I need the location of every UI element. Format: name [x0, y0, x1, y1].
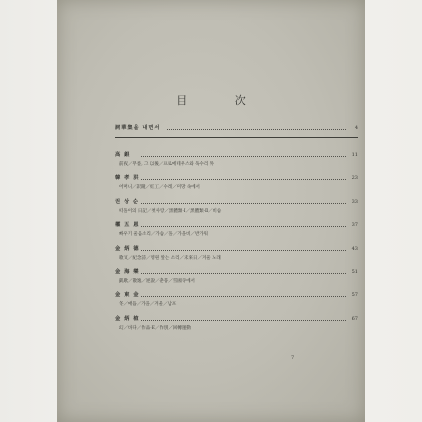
page-number: 33 [351, 198, 358, 205]
toc-entry [115, 150, 358, 173]
folio-page-number: 7 [291, 355, 295, 361]
preface-page-number: 4 [354, 125, 358, 131]
dot-leader [141, 179, 346, 180]
dot-leader [141, 203, 346, 204]
page-number: 23 [351, 175, 358, 182]
poet-name: 金 海 樂 [115, 268, 140, 275]
page-number: 11 [351, 152, 358, 158]
poet-name: 高 銀 [115, 152, 131, 158]
page-number: 67 [351, 315, 358, 322]
toc-entry [115, 173, 358, 196]
poet-name: 權 五 恩 [115, 222, 140, 229]
poet-name: 金 炳 德 [115, 245, 140, 252]
page-number: 51 [351, 268, 358, 275]
dot-leader [141, 320, 346, 321]
toc-entry [115, 314, 358, 337]
page-title: 目 次 [176, 94, 268, 107]
dot-leader [141, 226, 346, 227]
poem-titles: 凱歌／散逸／逆說／춘풍／雪國寺에서 [119, 278, 195, 284]
page-number: 57 [351, 292, 358, 299]
poem-titles: 歌叉／紀念詩／영원 앞는 소리／未來日／겨울 노래 [119, 255, 221, 261]
book-page [57, 0, 365, 422]
poem-titles: 幻／바다／作品·E／作別／回轉運動 [119, 325, 191, 331]
poem-titles: 빠우기 울음소리／가슴／돌／가을비／반가워 [119, 232, 208, 238]
preface-label: 詞華集을 내면서 [115, 125, 161, 131]
dot-leader [141, 273, 346, 274]
table-of-contents [115, 123, 358, 337]
dot-leader [141, 250, 346, 251]
dot-leader [167, 129, 346, 130]
page-number: 43 [351, 245, 358, 252]
toc-entry [115, 244, 358, 267]
dot-leader [141, 296, 346, 297]
poem-titles: 어머니／訳鏡／紅工／수레／미망 속에서 [119, 185, 200, 191]
poet-name: 권 상 순 [115, 198, 140, 205]
poem-titles: 冬／매듭／가을／겨울／남포 [119, 302, 177, 308]
toc-entry [115, 220, 358, 243]
dot-leader [141, 156, 346, 157]
poem-titles: 떠돌이의 日記／첫사랑／黑體類·Ⅰ／黑體類·Ⅱ／비슴 [119, 208, 222, 214]
toc-entry [115, 290, 358, 313]
separator-rule [115, 137, 358, 138]
poet-name: 韓 孝 洪 [115, 175, 140, 182]
preface-entry [115, 123, 358, 137]
poem-titles: 前夜／무릎, 그 以後／프로메테우스와 독수리 外 [119, 162, 215, 167]
poet-name: 金 東 金 [115, 292, 140, 299]
toc-entry [115, 267, 358, 290]
page-number: 37 [351, 222, 358, 229]
poet-name: 金 炳 植 [115, 315, 140, 322]
toc-entry [115, 197, 358, 220]
